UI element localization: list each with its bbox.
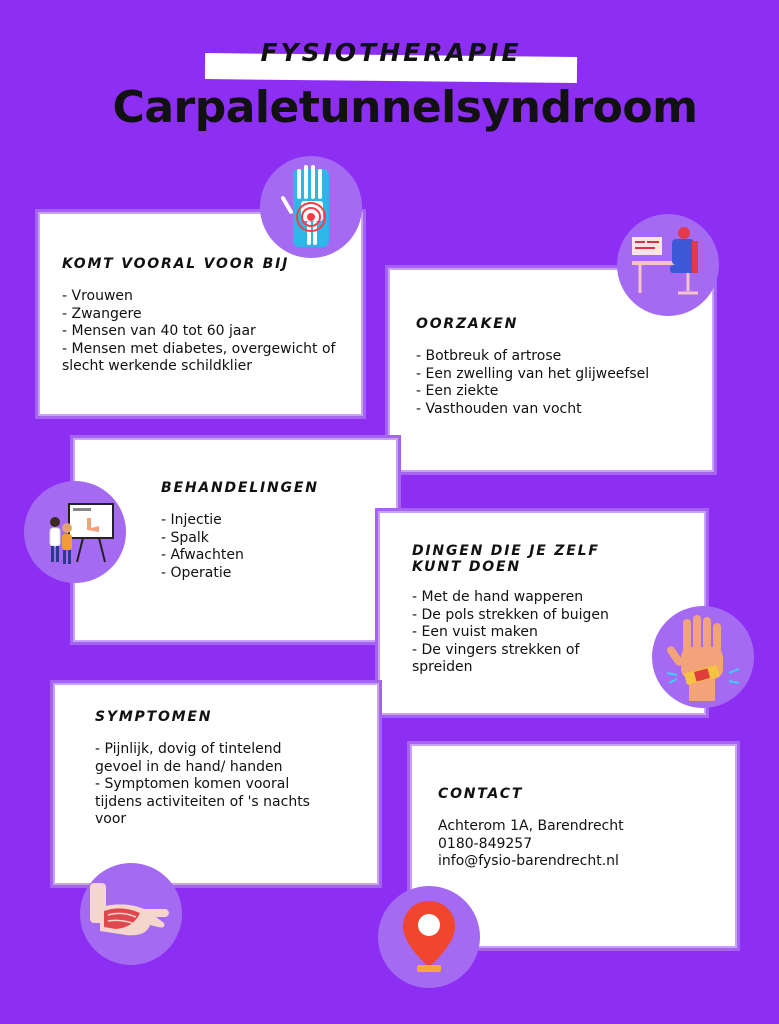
bandaged-hand-icon bbox=[652, 606, 754, 708]
card-title: SYMPTOMEN bbox=[95, 709, 213, 725]
list-item: - Botbreuk of artrose bbox=[416, 348, 562, 364]
page-title: Carpaletunnelsyndroom bbox=[112, 82, 698, 133]
list-item: - Pijnlijk, dovig of tintelend gevoel in de hand/ handen bbox=[95, 741, 283, 775]
kicker: FYSIOTHERAPIE bbox=[260, 38, 522, 67]
list-item: - Een vuist maken bbox=[412, 624, 538, 641]
list-item: - De pols strekken of buigen bbox=[412, 606, 609, 623]
list bbox=[416, 348, 694, 418]
hand-xray-icon bbox=[260, 156, 362, 258]
list-item: - Mensen met diabetes, overgewicht of slecht werkende schildklier bbox=[62, 340, 336, 375]
list-item: - Spalk bbox=[161, 529, 209, 546]
contact-address: Achterom 1A, Barendrecht bbox=[438, 818, 624, 834]
list-item: - Een ziekte bbox=[416, 383, 499, 400]
list-item: - Operatie bbox=[161, 564, 232, 581]
contact-phone: 0180-849257 bbox=[438, 835, 533, 852]
list bbox=[62, 288, 341, 376]
card-title: DINGEN DIE JE ZELF KUNT DOEN bbox=[412, 543, 600, 575]
list-item: - Vasthouden van vocht bbox=[416, 400, 582, 417]
list-item: - Mensen van 40 tot 60 jaar bbox=[62, 323, 256, 340]
list bbox=[412, 589, 686, 677]
card-symptomen bbox=[50, 680, 382, 888]
list-item: - Zwangere bbox=[62, 305, 142, 322]
card-title: BEHANDELINGEN bbox=[161, 480, 319, 496]
location-pin-icon bbox=[378, 886, 480, 988]
list-item: - Symptomen komen vooral tijdens activiteiten of 's nachts voor bbox=[95, 776, 310, 828]
list-item: - De vingers strekken of spreiden bbox=[412, 641, 580, 676]
list bbox=[161, 512, 378, 582]
list-item: - Vrouwen bbox=[62, 288, 133, 304]
forearm-muscle-icon bbox=[80, 863, 182, 965]
list-item: - Met de hand wapperen bbox=[412, 589, 584, 605]
card-title: CONTACT bbox=[438, 786, 524, 802]
contact-email: info@fysio-barendrecht.nl bbox=[438, 853, 619, 870]
card-title: OORZAKEN bbox=[416, 316, 519, 332]
card-zelf-doen bbox=[375, 508, 709, 718]
desk-worker-icon bbox=[617, 214, 719, 316]
list-item: - Afwachten bbox=[161, 547, 244, 564]
presentation-icon bbox=[24, 481, 126, 583]
list bbox=[95, 741, 313, 829]
card-title: KOMT VOORAL VOOR BIJ bbox=[62, 256, 290, 272]
list-item: - Een zwelling van het glijweefsel bbox=[416, 365, 650, 382]
list-item: - Injectie bbox=[161, 512, 222, 528]
